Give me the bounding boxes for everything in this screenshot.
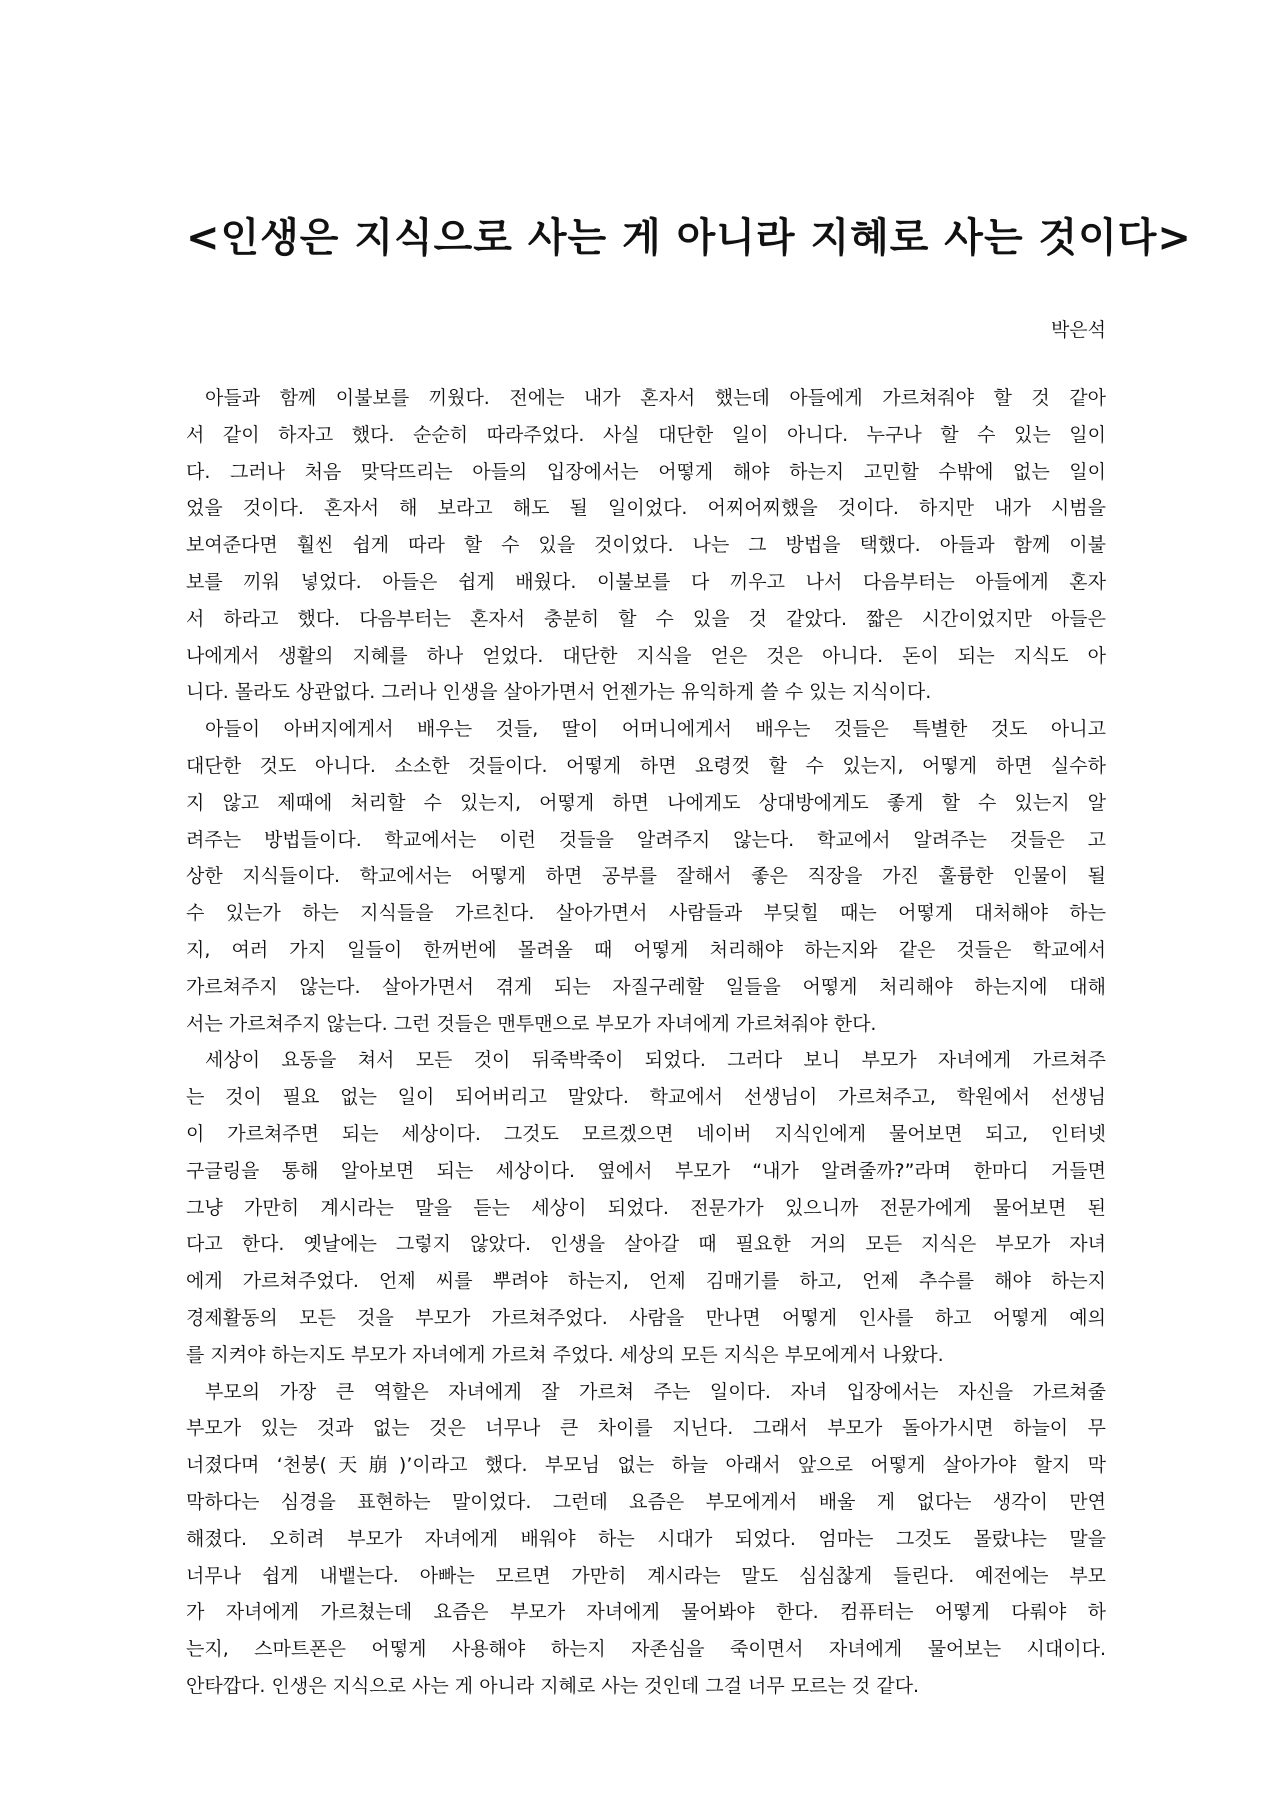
text-line: 지, 여러 가지 일들이 한꺼번에 몰려올 때 어떻게 처리해야 하는지와 같은 것들은 학교에서 xyxy=(186,938,1106,961)
text-line: 보여준다면 훨씬 쉽게 따라 할 수 있을 것이었다. 나는 그 방법을 택했다. 아들과 함께 이불 xyxy=(186,534,1106,557)
text-line: 는 것이 필요 없는 일이 되어버리고 말았다. 학교에서 선생님이 가르쳐주고, 학원에서 선생님 xyxy=(186,1086,1106,1109)
text-line: 상한 지식들이다. 학교에서는 어떻게 하면 공부를 잘해서 좋은 직장을 가진 훌륭한 인물이 될 xyxy=(186,865,1106,888)
text-line: 를 지켜야 하는지도 부모가 자녀에게 가르쳐 주었다. 세상의 모든 지식은 부모에게서 나왔다. xyxy=(186,1343,944,1366)
text-line: 에게 가르쳐주었다. 언제 씨를 뿌려야 하는지, 언제 김매기를 하고, 언제 추수를 해야 하는지 xyxy=(186,1270,1106,1293)
text-line: 이 가르쳐주면 되는 세상이다. 그것도 모르겠으면 네이버 지식인에게 물어보면 되고, 인터넷 xyxy=(186,1122,1106,1145)
text-line: 부모가 있는 것과 없는 것은 너무나 큰 차이를 지닌다. 그래서 부모가 돌아가시면 하늘이 무 xyxy=(186,1417,1106,1440)
text-line: 가 자녀에게 가르쳤는데 요즘은 부모가 자녀에게 물어봐야 한다. 컴퓨터는 어떻게 다뤄야 하 xyxy=(186,1601,1106,1624)
text-line: 려주는 방법들이다. 학교에서는 이런 것들을 알려주지 않는다. 학교에서 알려주는 것들은 고 xyxy=(186,828,1106,851)
text-line: 서 같이 하자고 했다. 순순히 따라주었다. 사실 대단한 일이 아니다. 누구나 할 수 있는 일이 xyxy=(186,423,1106,446)
text-line: 는지, 스마트폰은 어떻게 사용해야 하는지 자존심을 죽이면서 자녀에게 물어보는 시대이다. xyxy=(186,1638,1106,1661)
text-line: 막하다는 심경을 표현하는 말이었다. 그런데 요즘은 부모에게서 배울 게 없다는 생각이 만연 xyxy=(186,1490,1106,1513)
text-line: 아들과 함께 이불보를 끼웠다. 전에는 내가 혼자서 했는데 아들에게 가르쳐줘야 할 것 같아 xyxy=(205,387,1106,409)
text-line: 안타깝다. 인생은 지식으로 사는 게 아니라 지혜로 사는 것인데 그걸 너무 모르는 것 같다. xyxy=(186,1674,919,1697)
document-title: <인생은 지식으로 사는 게 아니라 지혜로 사는 것이다> xyxy=(186,215,1192,261)
paragraph xyxy=(186,711,1106,1042)
text-line: 서는 가르쳐주지 않는다. 그런 것들은 맨투맨으로 부모가 자녀에게 가르쳐줘야 한다. xyxy=(186,1012,877,1035)
text-line: 너졌다며 ‘천붕(天崩)’이라고 했다. 부모님 없는 하늘 아래서 앞으로 어떻게 살아가야 할지 막 xyxy=(186,1454,1106,1477)
text-line: 니다. 몰라도 상관없다. 그러나 인생을 살아가면서 언젠가는 유익하게 쓸 수 있는 지식이다. xyxy=(186,681,932,704)
paragraph xyxy=(186,1374,1106,1705)
text-line: 그냥 가만히 계시라는 말을 듣는 세상이 되었다. 전문가가 있으니까 전문가에게 물어보면 된 xyxy=(186,1196,1106,1219)
text-line: 다고 한다. 옛날에는 그렇지 않았다. 인생을 살아갈 때 필요한 거의 모든 지식은 부모가 자녀 xyxy=(186,1233,1106,1256)
text-line: 보를 끼워 넣었다. 아들은 쉽게 배웠다. 이불보를 다 끼우고 나서 다음부터는 아들에게 혼자 xyxy=(186,570,1106,593)
text-line: 해졌다. 오히려 부모가 자녀에게 배워야 하는 시대가 되었다. 엄마는 그것도 몰랐냐는 말을 xyxy=(186,1527,1106,1550)
text-line: 경제활동의 모든 것을 부모가 가르쳐주었다. 사람을 만나면 어떻게 인사를 하고 어떻게 예의 xyxy=(186,1306,1106,1329)
text-line: 서 하라고 했다. 다음부터는 혼자서 충분히 할 수 있을 것 같았다. 짧은 시간이었지만 아들은 xyxy=(186,607,1106,630)
paragraph xyxy=(186,380,1106,711)
text-line: 지 않고 제때에 처리할 수 있는지, 어떻게 하면 나에게도 상대방에게도 좋게 할 수 있는지 알 xyxy=(186,791,1106,814)
text-line: 세상이 요동을 쳐서 모든 것이 뒤죽박죽이 되었다. 그러다 보니 부모가 자녀에게 가르쳐주 xyxy=(205,1049,1106,1072)
text-line: 아들이 아버지에게서 배우는 것들, 딸이 어머니에게서 배우는 것들은 특별한 것도 아니고 xyxy=(205,718,1106,741)
text-line: 대단한 것도 아니다. 소소한 것들이다. 어떻게 하면 요령껏 할 수 있는지, 어떻게 하면 실수하 xyxy=(186,754,1106,777)
text-line: 부모의 가장 큰 역할은 자녀에게 잘 가르쳐 주는 일이다. 자녀 입장에서는 자신을 가르쳐줄 xyxy=(205,1380,1106,1403)
text-line: 너무나 쉽게 내뱉는다. 아빠는 모르면 가만히 계시라는 말도 심심찮게 들린다. 예전에는 부모 xyxy=(186,1564,1106,1587)
text-line: 구글링을 통해 알아보면 되는 세상이다. 옆에서 부모가 “내가 알려줄까?”라며 한마디 거들면 xyxy=(186,1159,1106,1182)
author-name: 박은석 xyxy=(1050,319,1106,341)
text-line: 었을 것이다. 혼자서 해 보라고 해도 될 일이었다. 어찌어찌했을 것이다. 하지만 내가 시범을 xyxy=(186,497,1106,520)
text-line: 수 있는가 하는 지식들을 가르친다. 살아가면서 사람들과 부딪힐 때는 어떻게 대처해야 하는 xyxy=(186,902,1106,925)
text-line: 나에게서 생활의 지혜를 하나 얻었다. 대단한 지식을 얻은 것은 아니다. 돈이 되는 지식도 아 xyxy=(186,644,1106,667)
document-body xyxy=(186,380,1106,1705)
text-line: 가르쳐주지 않는다. 살아가면서 겪게 되는 자질구레할 일들을 어떻게 처리해야 하는지에 대해 xyxy=(186,975,1106,998)
paragraph xyxy=(186,1042,1106,1373)
text-line: 다. 그러나 처음 맞닥뜨리는 아들의 입장에서는 어떻게 해야 하는지 고민할 수밖에 없는 일이 xyxy=(186,460,1106,483)
